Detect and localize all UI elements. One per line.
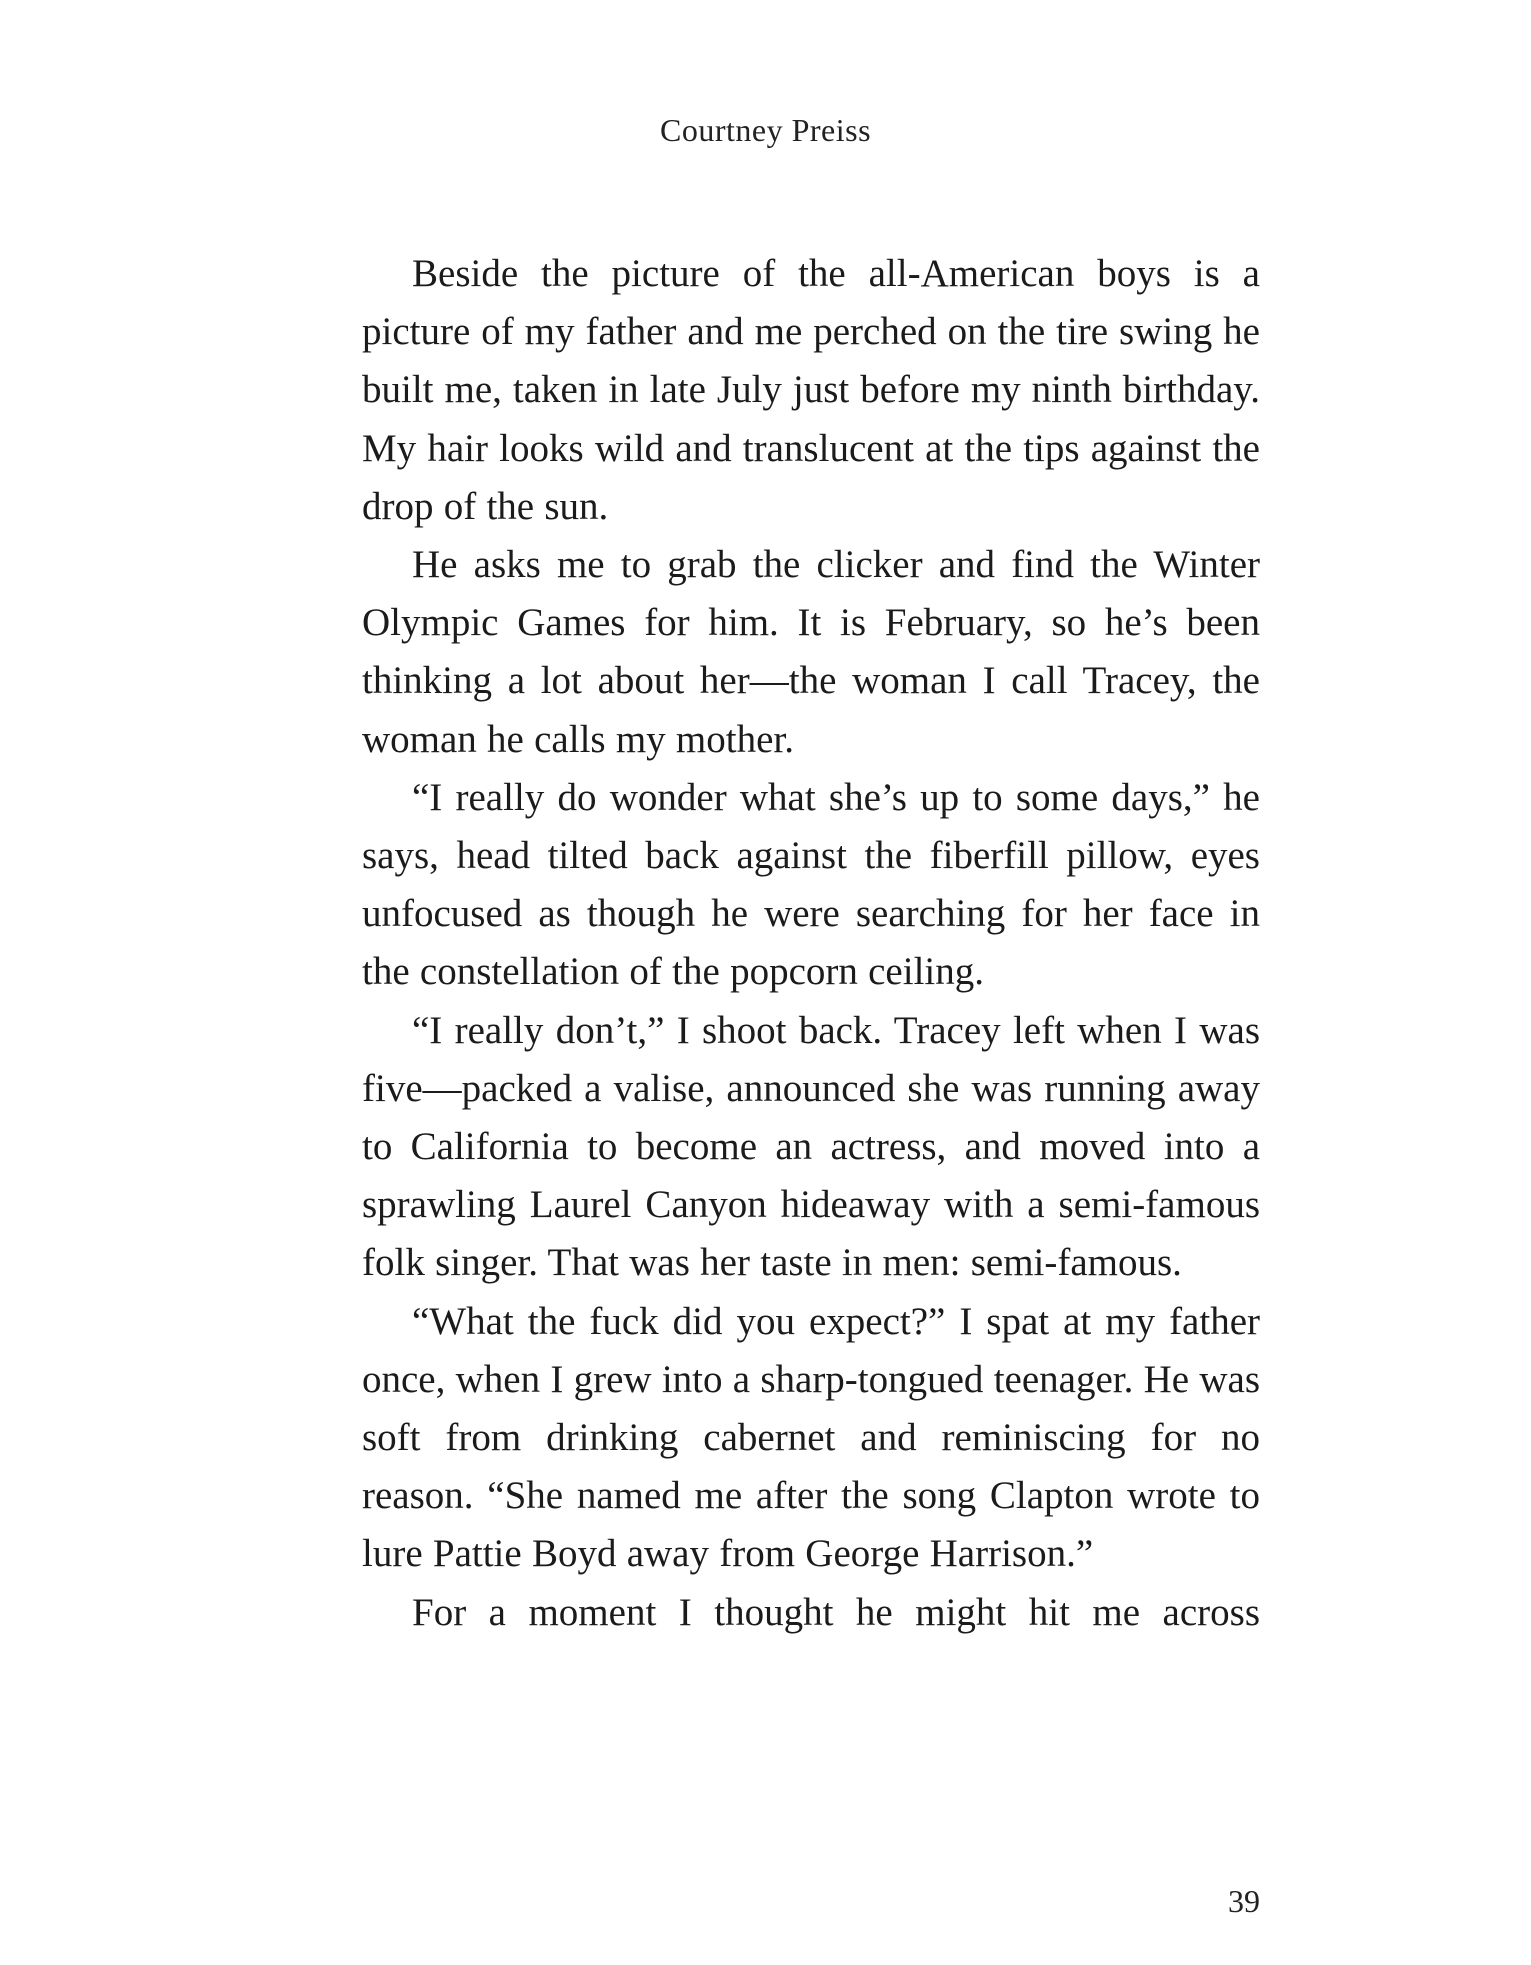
paragraph: “I really do wonder what she’s up to some days,” he says, head tilted back against the fiberfill pillow, eyes unfocused as though he were searching for her face in the constellation of the popcorn ceiling. bbox=[362, 775, 1260, 994]
running-head-author: Courtney Preiss bbox=[659, 112, 872, 148]
page-number: 39 bbox=[1228, 1883, 1260, 1919]
body-text bbox=[362, 245, 1260, 1642]
paragraph: “What the fuck did you expect?” I spat at my father once, when I grew into a sharp-tongued teenager. He was soft from drinking cabernet and reminiscing for no reason. “She named me after the song Clapton wrote to lure Pattie Boyd away from George Harrison.” bbox=[362, 1299, 1260, 1576]
paragraph: “I really don’t,” I shoot back. Tracey left when I was five—packed a valise, announced she was running away to California to become an actress, and moved into a sprawling Laurel Canyon hideaway with a semi-famous folk singer. That was her taste in men: semi-famous. bbox=[362, 1008, 1260, 1285]
paragraph: Beside the picture of the all-American boys is a picture of my father and me perched on the tire swing he built me, taken in late July just before my ninth birthday. My hair looks wild and translucent at the tips against the drop of the sun. bbox=[362, 252, 1260, 528]
paragraph-last: For a moment I thought he might hit me across bbox=[412, 1590, 1260, 1634]
paragraph: He asks me to grab the clicker and find the Winter Olympic Games for him. It is February, so he’s been thinking a lot about her—the woman I call Tracey, the woman he calls my mother. bbox=[362, 543, 1260, 761]
